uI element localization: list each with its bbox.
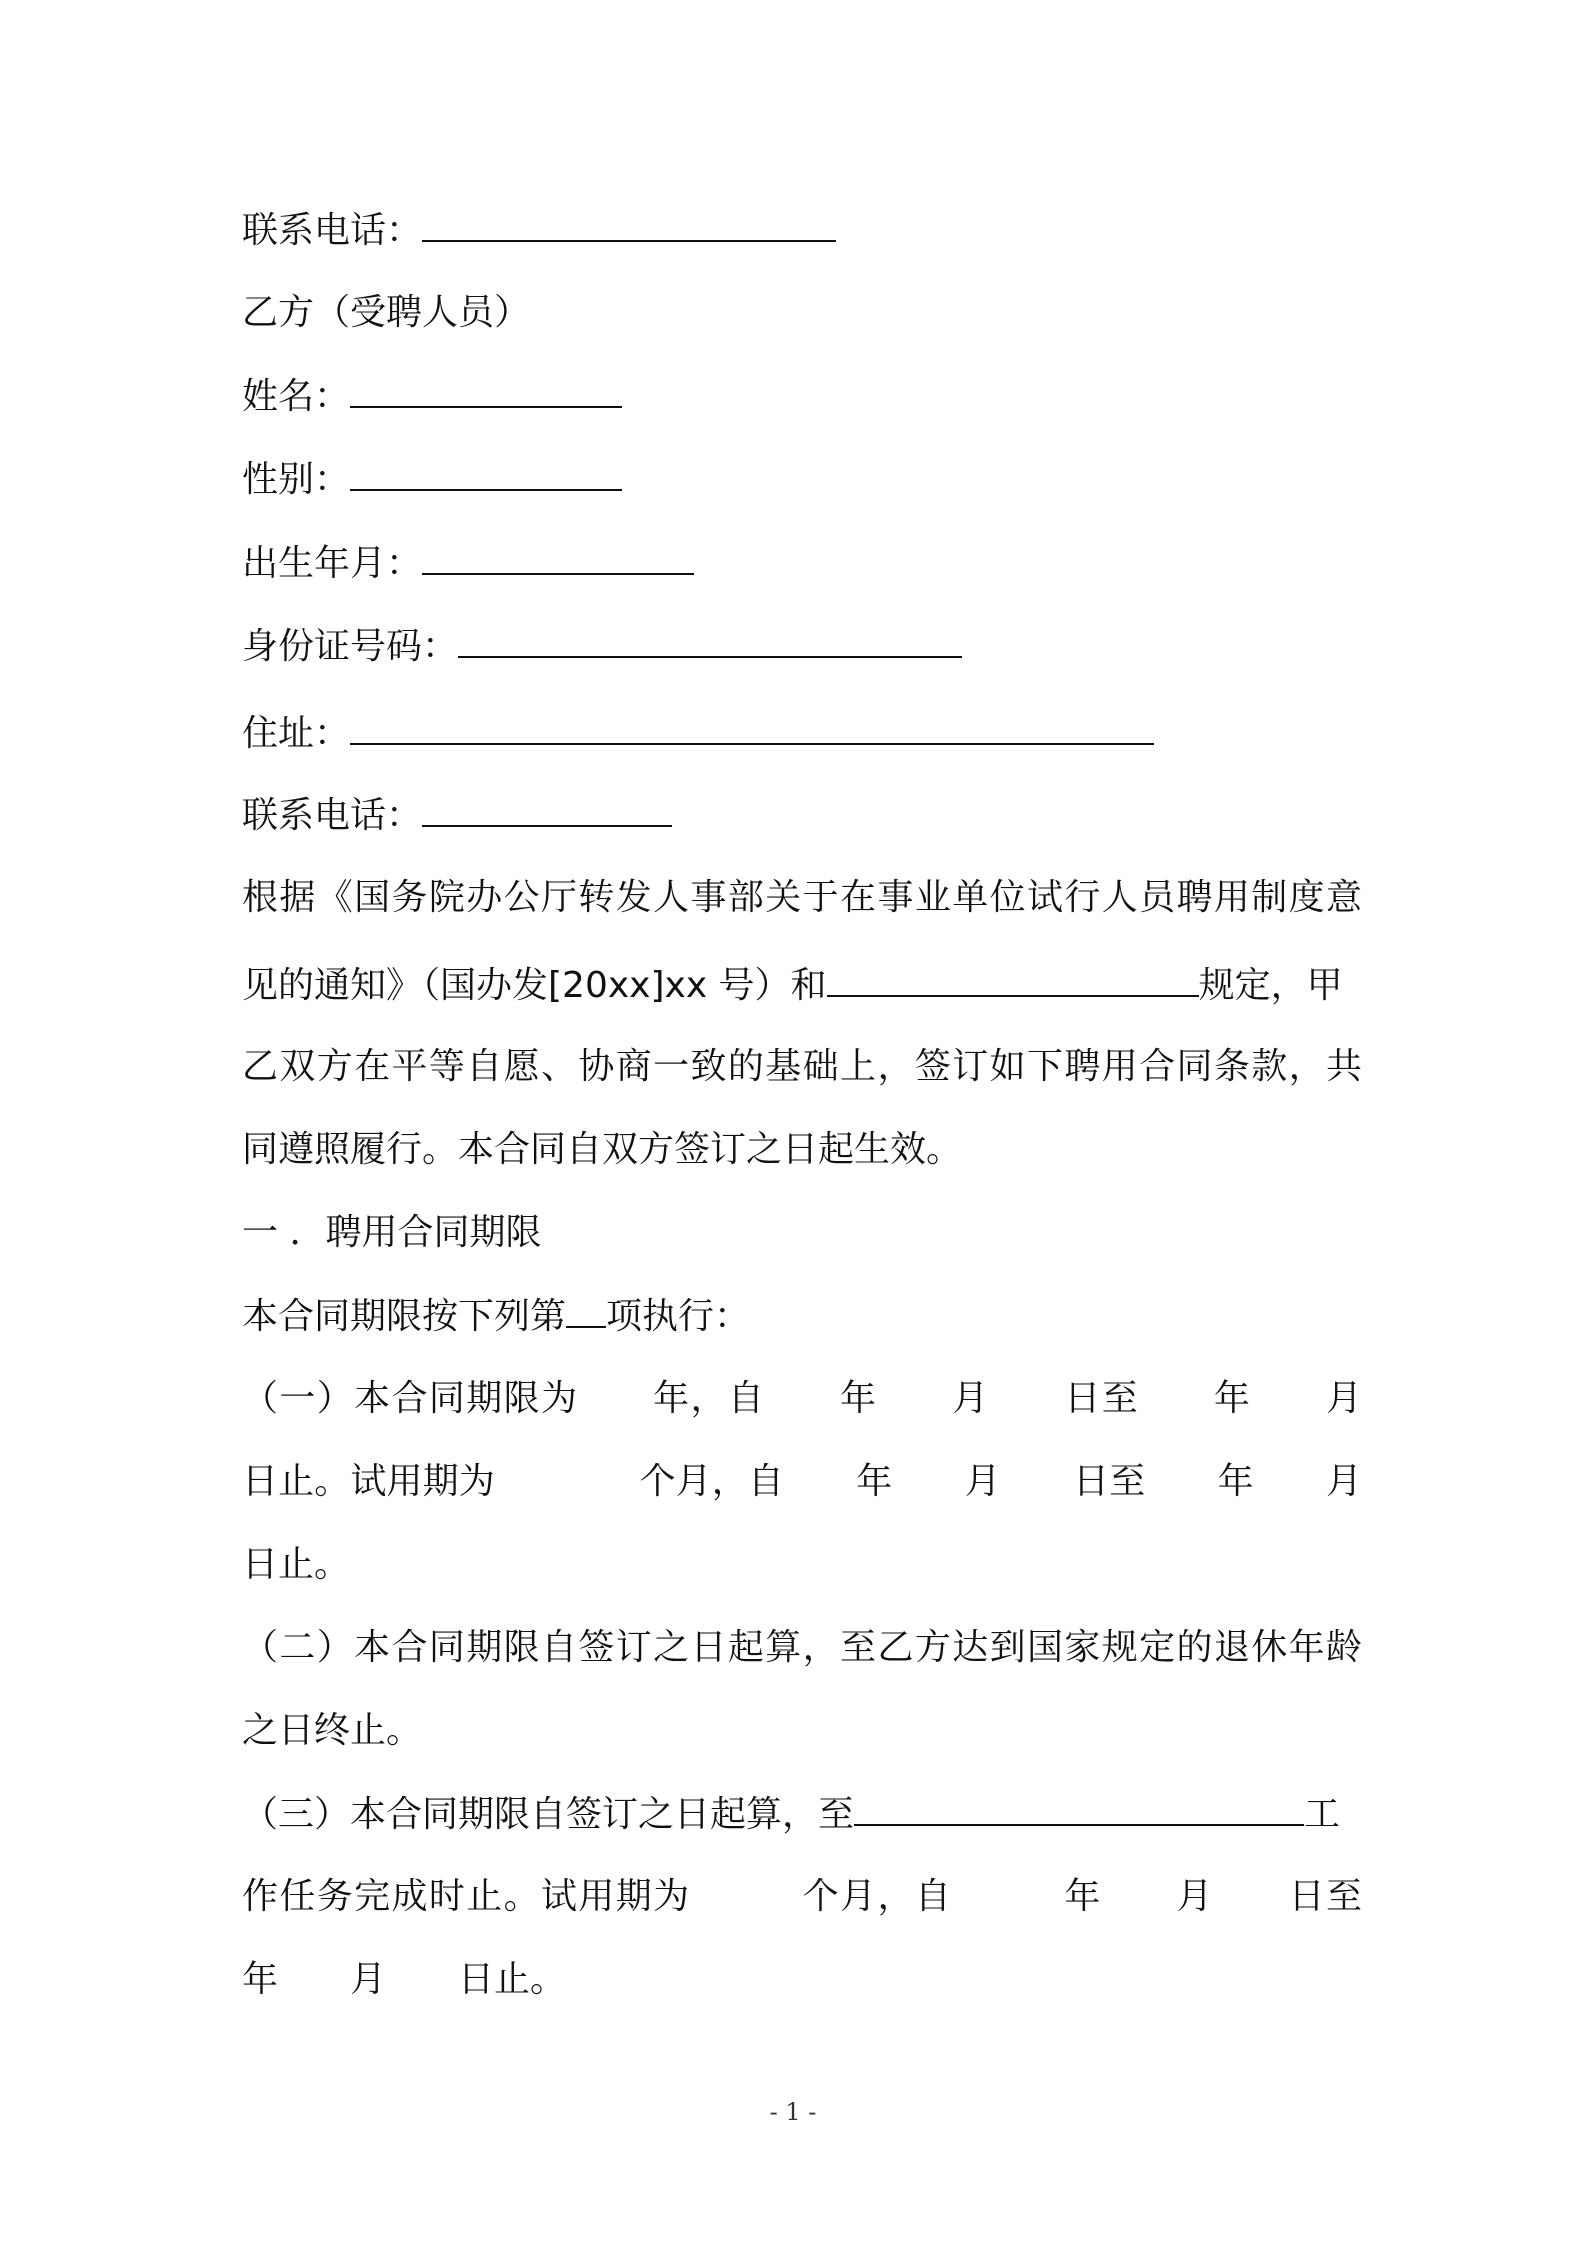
party-b-gender-line [242, 449, 1362, 509]
preamble-line-4: 同遵照履行。本合同自双方签订之日起生效。 [242, 1129, 963, 1170]
option-3-line-3: 年 月 日止。 [242, 1959, 567, 2000]
preamble-line-2 [242, 955, 1362, 1015]
party-b-phone-blank [422, 785, 672, 827]
option-1-line-3: 日止。 [242, 1544, 351, 1585]
party-b-birth-label: 出生年月： [242, 543, 423, 584]
option-1-line-1: （一）本合同期限为 年，自 年 月 日至 年 月 [242, 1378, 1362, 1419]
party-b-gender-label: 性别： [242, 459, 351, 500]
section-1-intro-after: 项执行： [606, 1296, 751, 1337]
party-b-address-blank [350, 703, 1154, 745]
option-1-line-2: 日止。试用期为 个月，自 年 月 日至 年 月 [242, 1461, 1362, 1502]
party-b-birth-blank [422, 533, 694, 575]
page-number: - 1 - [769, 2098, 817, 2126]
option-2-line-1: （二）本合同期限自签订之日起算，至乙方达到国家规定的退休年龄 [242, 1627, 1362, 1668]
party-a-phone-blank [422, 200, 836, 242]
section-1-intro-before: 本合同期限按下列第 [242, 1296, 567, 1337]
preamble-regulation-blank [827, 955, 1199, 997]
party-b-heading: 乙方（受聘人员） [242, 292, 531, 333]
option-3-task-blank [854, 1784, 1304, 1826]
preamble-line-1: 根据《国务院办公厅转发人事部关于在事业单位试行人员聘用制度意 [242, 877, 1362, 918]
section-1-heading: 一 ．聘用合同期限 [242, 1212, 542, 1253]
option-3-line-1-before: （三）本合同期限自签订之日起算，至 [242, 1794, 855, 1835]
option-2-line-2: 之日终止。 [242, 1710, 423, 1751]
party-a-phone-line [242, 200, 1362, 260]
party-b-phone-line [242, 785, 1362, 845]
preamble-line-2-after: 规定，甲 [1198, 965, 1343, 1006]
party-b-address-label: 住址： [242, 713, 351, 754]
option-3-line-2: 作任务完成时止。试用期为 个月，自 年 月 日至 [242, 1876, 1362, 1917]
party-b-address-line [242, 703, 1362, 763]
party-b-id-blank [458, 616, 962, 658]
party-b-id-line [242, 616, 1362, 676]
party-b-name-label: 姓名： [242, 376, 351, 417]
party-b-birth-line [242, 533, 1362, 593]
party-b-name-line [242, 366, 1362, 426]
option-3-line-1 [242, 1784, 1362, 1844]
party-b-name-blank [350, 366, 622, 408]
preamble-line-2-before: 见的通知》（国办发[20xx]xx 号）和 [242, 965, 827, 1006]
party-a-phone-label: 联系电话： [242, 210, 423, 251]
section-1-intro [242, 1286, 1362, 1346]
party-b-gender-blank [350, 449, 622, 491]
option-3-line-1-after: 工 [1304, 1794, 1341, 1835]
preamble-line-3: 乙双方在平等自愿、协商一致的基础上，签订如下聘用合同条款，共 [242, 1046, 1362, 1087]
section-1-option-blank [566, 1286, 606, 1328]
party-b-id-label: 身份证号码： [242, 626, 459, 667]
party-b-phone-label: 联系电话： [242, 795, 423, 836]
